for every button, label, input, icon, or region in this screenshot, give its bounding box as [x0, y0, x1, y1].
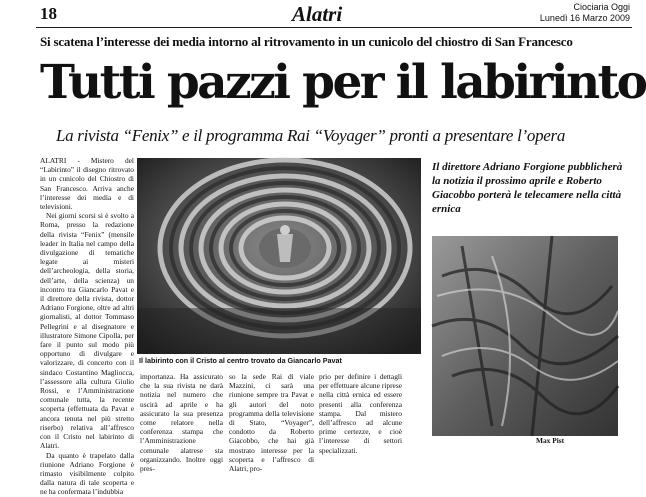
header-rule [36, 27, 632, 28]
article-column-4 [319, 372, 402, 455]
fresco-detail-photo [432, 236, 618, 436]
article-kicker: Si scatena l’interesse dei media intorno al ritrovamento in un cunicolo del chiostro di San Francesco [40, 34, 573, 49]
fresco-detail-image [432, 236, 618, 436]
paragraph: ALATRI - Mistero del “Labirinto” il disegno ritrovato in un cunicolo del Chiostro di San Francesco. Arriva anche l’interesse dei media e di televisioni. [40, 156, 134, 212]
paragraph: Nei giorni scorsi si è svolto a Roma, presso la redazione della rivista “Fenix” (mensile leader in Italia nel campo della divulgazione di tematiche legate ai misteri dell’archeologia, della storia, dell’arte, della scienza) un incontro tra Giancarlo Pavat e il direttore della rivista, dottor Adriano Forgione, oltre ad altri giornalisti, al dottor Tommaso Pellegrini e al disegnatore e illustratore Simone Cipolla, per fare il punto sul modo più opportuno di divulgare e valorizzare, di concerto con il sindaco Costantino Magliocca, l’assessore alla cultura Giulio Rossi, e l’Amministrazione comunale tutta, la recente scoperta (effettuata da Pavat e ancora tenuta nel più stretto riserbo) relativa all’affresco con il Cristo nel labirinto di Alatri. [40, 211, 134, 451]
paragraph: prio per definire i dettagli per effettuare alcune riprese nella città ernica ed essere presenti alla conferenza stampa. Dal mistero dell’affresco ad alcune prime certezze, e cioè l’interesse di settori specializzati. [319, 372, 402, 455]
newspaper-name: Ciociaria Oggi [573, 2, 630, 12]
article-column-3 [229, 372, 314, 474]
masthead-info [540, 2, 630, 24]
byline: Max Pist [536, 436, 565, 445]
article-column-2 [140, 372, 223, 474]
article-column-1 [40, 156, 134, 497]
paragraph: importanza. Ha assicurato che la sua rivista ne darà notizia nel numero che uscirà ad aprile e ha assicurato la sua presenza come relatore nella conferenza stampa che l’Amministrazione comunale alatrese sta organizzando. Inoltre oggi pres- [140, 372, 223, 474]
labyrinth-fresco-image [137, 158, 421, 354]
section-title: Alatri [292, 2, 343, 26]
labyrinth-photo [137, 158, 421, 354]
page-number: 18 [40, 4, 57, 23]
photo-caption: Il labirinto con il Cristo al centro trovato da Giancarlo Pavat [139, 356, 342, 365]
issue-date: Lunedì 16 Marzo 2009 [539, 13, 630, 23]
paragraph: so la sede Rai di viale Mazzini, ci sarà una riunione sempre tra Pavat e gli autori del noto programma della televisione di Stato, “Voyager”, condotto da Roberto Giacobbo, che hai già mostrato interesse per la scoperta e l’affresco di Alatri, pro- [229, 372, 314, 474]
article-headline: Tutti pazzi per il labirinto [40, 55, 646, 110]
paragraph: Da quanto è trapelato dalla riunione Adriano Forgione è rimasto visibilmente colpito dalla natura di tale scoperta e ne ha confermata l’indubbia [40, 450, 134, 497]
article-deck: La rivista “Fenix” e il programma Rai “Voyager” pronti a presentare l’opera [56, 126, 566, 145]
sidebar-quote: Il direttore Adriano Forgione pubblicherà la notizia il prossimo aprile e Roberto Giacobbo porterà le telecamere nella città ernica [432, 161, 623, 215]
